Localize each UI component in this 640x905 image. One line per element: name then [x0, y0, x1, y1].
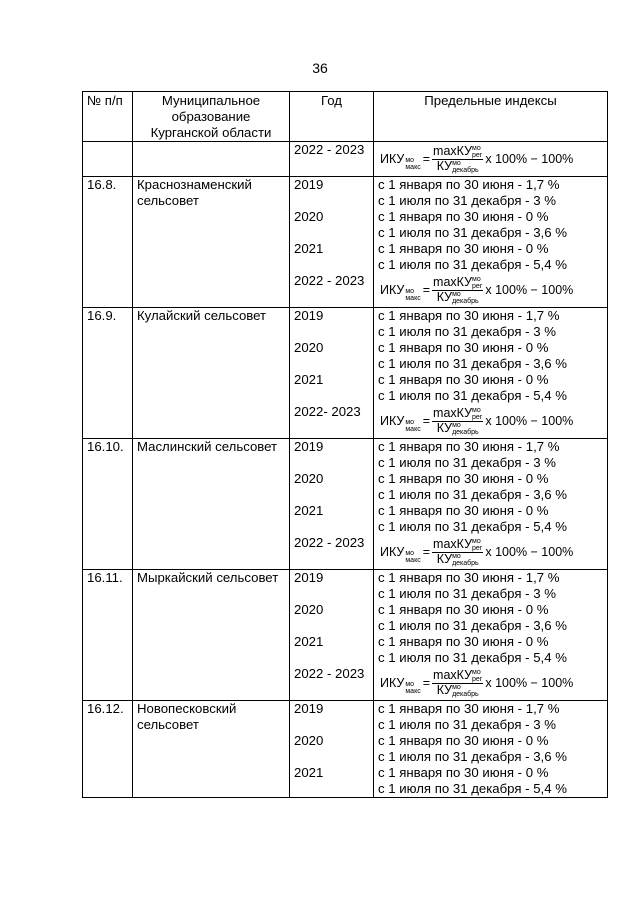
page-number: 36	[312, 60, 328, 76]
index-value: с 1 января по 30 июня - 0 %	[378, 602, 549, 617]
index-value: с 1 января по 30 июня - 0 %	[378, 241, 549, 256]
index-value: с 1 января по 30 июня - 1,7 %	[378, 570, 560, 585]
year-label: 2020	[294, 209, 324, 224]
index-value: с 1 июля по 31 декабря - 3,6 %	[378, 749, 567, 764]
header-indices: Предельные индексы	[374, 92, 608, 142]
year-label: 2021	[294, 634, 324, 649]
year-label: 2019	[294, 570, 324, 585]
index-value: с 1 июля по 31 декабря - 3 %	[378, 717, 556, 732]
cell-indices	[374, 308, 608, 439]
index-value: с 1 января по 30 июня - 0 %	[378, 503, 549, 518]
table-body	[83, 142, 608, 798]
year-label: 2021	[294, 372, 324, 387]
formula-slot	[378, 666, 603, 700]
cell-indices	[374, 439, 608, 570]
index-value: с 1 января по 30 июня - 0 %	[378, 471, 549, 486]
index-formula: ИКУ мо макс = maxКУ мо рег КУ мо декабрь x 100% − 100%	[380, 274, 574, 305]
table-row	[83, 701, 608, 798]
year-label: 2019	[294, 177, 324, 192]
index-value: с 1 июля по 31 декабря - 3,6 %	[378, 618, 567, 633]
index-value: с 1 января по 30 июня - 0 %	[378, 765, 549, 780]
index-value: с 1 июля по 31 декабря - 3 %	[378, 324, 556, 339]
year-range: 2022- 2023	[294, 404, 361, 419]
index-value: с 1 января по 30 июня - 0 %	[378, 372, 549, 387]
year-label: 2019	[294, 439, 324, 454]
index-value: с 1 июля по 31 декабря - 3,6 %	[378, 487, 567, 502]
cell-municipality: Новопесковский сельсовет	[133, 701, 290, 798]
index-value: с 1 января по 30 июня - 1,7 %	[378, 701, 560, 716]
index-value: с 1 июля по 31 декабря - 5,4 %	[378, 781, 567, 796]
index-value: с 1 января по 30 июня - 1,7 %	[378, 177, 560, 192]
cell-municipality: Маслинский сельсовет	[133, 439, 290, 570]
cell-indices	[374, 701, 608, 798]
cell-number	[83, 142, 133, 177]
year-label: 2021	[294, 503, 324, 518]
formula-slot	[378, 535, 603, 569]
table-row	[83, 177, 608, 308]
cell-number: 16.12.	[83, 701, 133, 798]
index-formula: ИКУ мо макс = maxКУ мо рег КУ мо декабрь x 100% − 100%	[380, 667, 574, 698]
formula-slot	[378, 142, 603, 176]
table-row-continuation	[83, 142, 608, 177]
cell-years	[290, 308, 374, 439]
index-value: с 1 января по 30 июня - 1,7 %	[378, 308, 560, 323]
formula-slot	[378, 273, 603, 307]
cell-years	[290, 701, 374, 798]
table-row	[83, 308, 608, 439]
index-value: с 1 января по 30 июня - 0 %	[378, 209, 549, 224]
header-municipality: Муниципальное образование Курганской области	[133, 92, 290, 142]
cell-municipality	[133, 142, 290, 177]
cell-years	[290, 439, 374, 570]
year-range: 2022 - 2023	[294, 142, 365, 157]
index-value: с 1 января по 30 июня - 0 %	[378, 634, 549, 649]
year-label: 2020	[294, 340, 324, 355]
index-value: с 1 июля по 31 декабря - 5,4 %	[378, 388, 567, 403]
cell-indices	[374, 177, 608, 308]
cell-municipality: Краснознаменский сельсовет	[133, 177, 290, 308]
table-row	[83, 439, 608, 570]
formula-slot	[378, 404, 603, 438]
index-value: с 1 июля по 31 декабря - 3,6 %	[378, 356, 567, 371]
table-row	[83, 570, 608, 701]
limit-indices-table	[82, 91, 608, 798]
index-value: с 1 января по 30 июня - 1,7 %	[378, 439, 560, 454]
year-range: 2022 - 2023	[294, 273, 365, 288]
year-label: 2020	[294, 471, 324, 486]
table-header-row	[83, 92, 608, 142]
year-label: 2021	[294, 241, 324, 256]
year-label: 2020	[294, 602, 324, 617]
cell-number: 16.10.	[83, 439, 133, 570]
index-value: с 1 июля по 31 декабря - 5,4 %	[378, 257, 567, 272]
index-value: с 1 июля по 31 декабря - 3 %	[378, 586, 556, 601]
cell-number: 16.8.	[83, 177, 133, 308]
index-formula: ИКУ мо макс = maxКУ мо рег КУ мо декабрь x 100% − 100%	[380, 143, 574, 174]
year-range: 2022 - 2023	[294, 666, 365, 681]
header-number: № п/п	[83, 92, 133, 142]
index-formula: ИКУ мо макс = maxКУ мо рег КУ мо декабрь x 100% − 100%	[380, 536, 574, 567]
cell-municipality: Кулайский сельсовет	[133, 308, 290, 439]
cell-number: 16.11.	[83, 570, 133, 701]
year-label: 2019	[294, 308, 324, 323]
year-range: 2022 - 2023	[294, 535, 365, 550]
index-value: с 1 июля по 31 декабря - 5,4 %	[378, 650, 567, 665]
index-formula: ИКУ мо макс = maxКУ мо рег КУ мо декабрь x 100% − 100%	[380, 405, 574, 436]
cell-years	[290, 177, 374, 308]
index-value: с 1 июля по 31 декабря - 3,6 %	[378, 225, 567, 240]
year-label: 2019	[294, 701, 324, 716]
cell-years	[290, 142, 374, 177]
cell-years	[290, 570, 374, 701]
index-value: с 1 июля по 31 декабря - 3 %	[378, 455, 556, 470]
year-label: 2021	[294, 765, 324, 780]
index-value: с 1 января по 30 июня - 0 %	[378, 733, 549, 748]
year-label: 2020	[294, 733, 324, 748]
index-value: с 1 июля по 31 декабря - 5,4 %	[378, 519, 567, 534]
index-value: с 1 января по 30 июня - 0 %	[378, 340, 549, 355]
cell-municipality: Мыркайский сельсовет	[133, 570, 290, 701]
cell-number: 16.9.	[83, 308, 133, 439]
index-value: с 1 июля по 31 декабря - 3 %	[378, 193, 556, 208]
cell-indices	[374, 142, 608, 177]
header-year: Год	[290, 92, 374, 142]
cell-indices	[374, 570, 608, 701]
